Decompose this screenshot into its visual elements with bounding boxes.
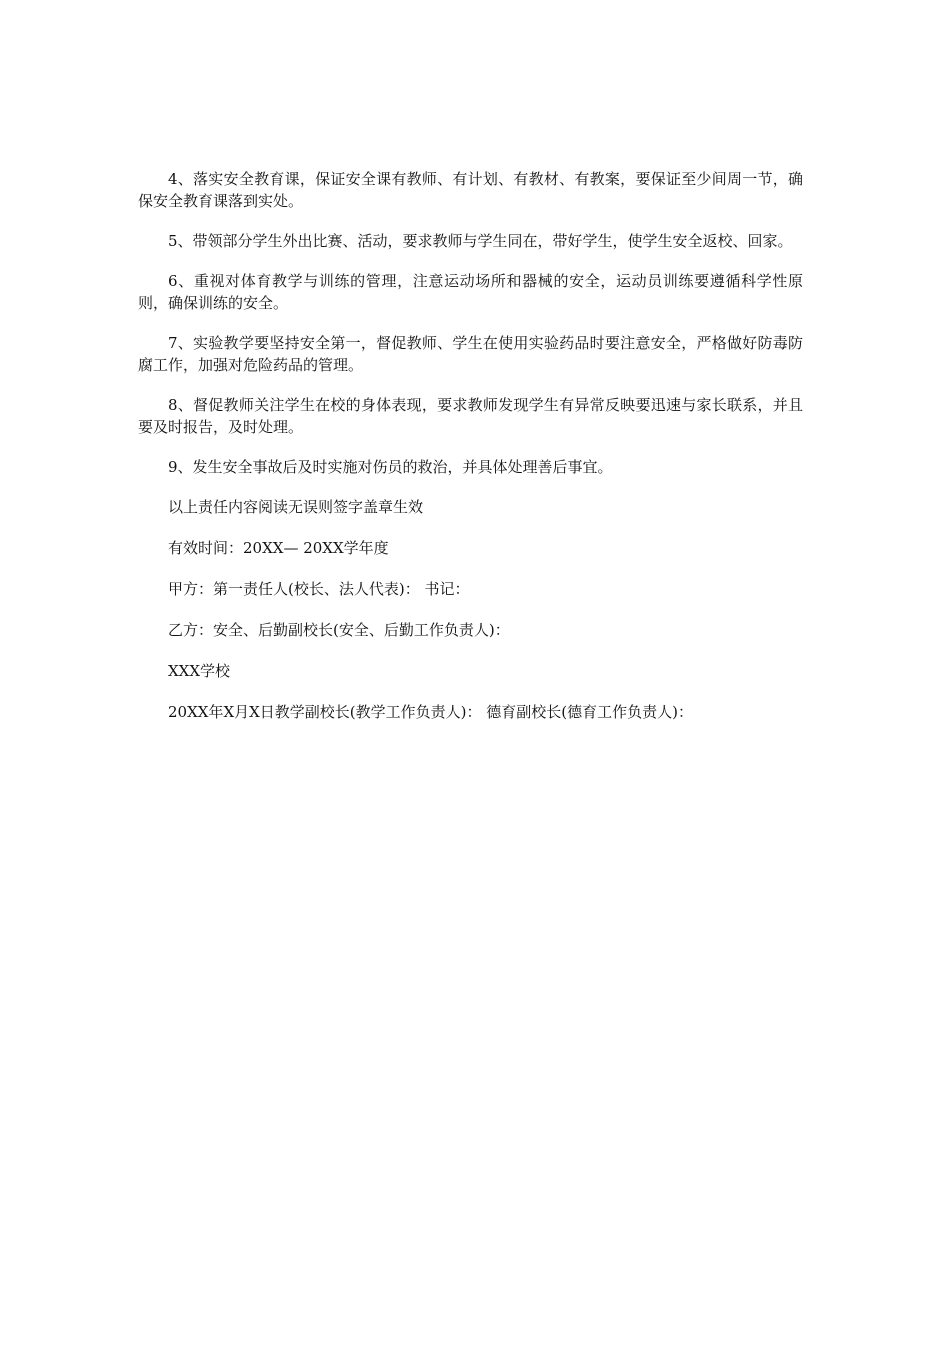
validity-period: 有效时间：20XX— 20XX学年度 xyxy=(168,539,389,557)
clause-9: 9、发生安全事故后及时实施对伤员的救治，并具体处理善后事宜。 xyxy=(168,458,613,476)
clause-4: 4、落实安全教育课，保证安全课有教师、有计划、有教材、有教案，要保证至少间周一节，确保安全教育课落到实处。 xyxy=(138,170,803,210)
clause-6: 6、重视对体育教学与训练的管理，注意运动场所和器械的安全，运动员训练要遵循科学性原则，确保训练的安全。 xyxy=(138,272,803,312)
document-body xyxy=(138,168,803,742)
clause-5: 5、带领部分学生外出比赛、活动，要求教师与学生同在，带好学生，使学生安全返校、回家。 xyxy=(168,232,793,250)
confirmation-statement: 以上责任内容阅读无误则签字盖章生效 xyxy=(168,498,424,516)
party-b-signature-line: 乙方：安全、后勤副校长(安全、后勤工作负责人)： xyxy=(168,621,510,639)
clause-8: 8、督促教师关注学生在校的身体表现，要求教师发现学生有异常反映要迅速与家长联系，并且要及时报告，及时处理。 xyxy=(138,396,803,436)
clause-7: 7、实验教学要坚持安全第一，督促教师、学生在使用实验药品时要注意安全，严格做好防毒防腐工作，加强对危险药品的管理。 xyxy=(138,334,803,374)
party-a-signature-line: 甲方：第一责任人(校长、法人代表)： 书记： xyxy=(168,580,470,598)
school-name: XXX学校 xyxy=(168,662,231,680)
date-and-signatories-line: 20XX年X月X日教学副校长(教学工作负责人)： 德育副校长(德育工作负责人)： xyxy=(168,703,693,721)
